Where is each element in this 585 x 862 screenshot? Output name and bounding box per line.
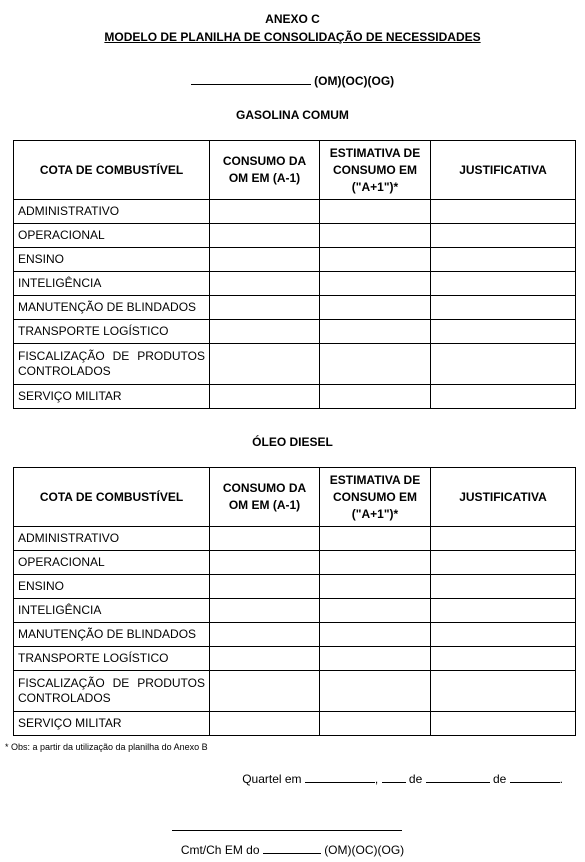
table-row [14, 344, 576, 385]
row-label: TRANSPORTE LOGÍSTICO [14, 647, 210, 671]
month-blank[interactable] [426, 782, 490, 783]
estimativa-cell[interactable] [320, 296, 431, 320]
consumo-cell[interactable] [210, 344, 320, 385]
date-place-line: Quartel em , de de . [242, 772, 563, 786]
estimativa-cell[interactable] [320, 272, 431, 296]
estimativa-cell[interactable] [320, 647, 431, 671]
estimativa-cell[interactable] [320, 248, 431, 272]
row-label: MANUTENÇÃO DE BLINDADOS [14, 296, 210, 320]
row-label: ENSINO [14, 248, 210, 272]
estimativa-cell[interactable] [320, 671, 431, 712]
consumo-cell[interactable] [210, 527, 320, 551]
justificativa-cell[interactable] [431, 671, 576, 712]
quartel-label: Quartel em [242, 772, 302, 786]
table-row [14, 575, 576, 599]
consumo-cell[interactable] [210, 224, 320, 248]
table-row [14, 320, 576, 344]
column-header-estimativa: ESTIMATIVA DE CONSUMO EM ("A+1")* [320, 468, 431, 527]
justificativa-cell[interactable] [431, 344, 576, 385]
cmt-label: Cmt/Ch EM do [180, 843, 260, 857]
justificativa-cell[interactable] [431, 200, 576, 224]
justificativa-cell[interactable] [431, 248, 576, 272]
justificativa-cell[interactable] [431, 224, 576, 248]
justificativa-cell[interactable] [431, 575, 576, 599]
estimativa-cell[interactable] [320, 527, 431, 551]
unit-blank[interactable] [263, 853, 321, 854]
estimativa-cell[interactable] [320, 623, 431, 647]
row-label: SERVIÇO MILITAR [14, 385, 210, 409]
estimativa-cell[interactable] [320, 385, 431, 409]
row-label: INTELIGÊNCIA [14, 599, 210, 623]
justificativa-cell[interactable] [431, 296, 576, 320]
consumo-cell[interactable] [210, 320, 320, 344]
estimativa-cell[interactable] [320, 599, 431, 623]
justificativa-cell[interactable] [431, 320, 576, 344]
consumo-cell[interactable] [210, 272, 320, 296]
table-row [14, 200, 576, 224]
signature-line[interactable] [172, 830, 402, 831]
table-row [14, 599, 576, 623]
row-label: OPERACIONAL [14, 224, 210, 248]
consumo-cell[interactable] [210, 575, 320, 599]
row-label: INTELIGÊNCIA [14, 272, 210, 296]
row-label: ADMINISTRATIVO [14, 527, 210, 551]
justificativa-cell[interactable] [431, 599, 576, 623]
consumo-cell[interactable] [210, 296, 320, 320]
document-title: MODELO DE PLANILHA DE CONSOLIDAÇÃO DE NECESSIDADES [104, 30, 481, 44]
consumo-cell[interactable] [210, 200, 320, 224]
section-title-gasolina: GASOLINA COMUM [236, 108, 349, 122]
consumo-cell[interactable] [210, 712, 320, 736]
justificativa-cell[interactable] [431, 272, 576, 296]
consumo-cell[interactable] [210, 599, 320, 623]
column-header-cota: COTA DE COMBUSTÍVEL [14, 141, 210, 200]
organization-blank[interactable] [191, 84, 311, 85]
consumo-cell[interactable] [210, 671, 320, 712]
commander-line [0, 843, 585, 857]
consumo-cell[interactable] [210, 551, 320, 575]
row-label: FISCALIZAÇÃO DE PRODUTOS CONTROLADOS [14, 671, 210, 712]
consumo-cell[interactable] [210, 385, 320, 409]
table-row [14, 712, 576, 736]
cmt-suffix: (OM)(OC)(OG) [324, 843, 405, 857]
table-row [14, 527, 576, 551]
justificativa-cell[interactable] [431, 385, 576, 409]
estimativa-cell[interactable] [320, 320, 431, 344]
table-row [14, 647, 576, 671]
justificativa-cell[interactable] [431, 623, 576, 647]
estimativa-cell[interactable] [320, 344, 431, 385]
column-header-consumo: CONSUMO DA OM EM (A-1) [210, 141, 320, 200]
organization-suffix: (OM)(OC)(OG) [314, 74, 395, 88]
column-header-consumo: CONSUMO DA OM EM (A-1) [210, 468, 320, 527]
table-row [14, 623, 576, 647]
place-blank[interactable] [305, 782, 375, 783]
consumo-cell[interactable] [210, 647, 320, 671]
row-label: TRANSPORTE LOGÍSTICO [14, 320, 210, 344]
column-header-cota: COTA DE COMBUSTÍVEL [14, 468, 210, 527]
day-blank[interactable] [382, 782, 406, 783]
table-gasolina [13, 140, 576, 409]
table-row [14, 296, 576, 320]
estimativa-cell[interactable] [320, 712, 431, 736]
estimativa-cell[interactable] [320, 224, 431, 248]
table-row [14, 248, 576, 272]
table-row [14, 671, 576, 712]
justificativa-cell[interactable] [431, 551, 576, 575]
column-header-justificativa: JUSTIFICATIVA [431, 141, 576, 200]
table-row [14, 551, 576, 575]
consumo-cell[interactable] [210, 248, 320, 272]
year-blank[interactable] [510, 782, 560, 783]
table-row [14, 272, 576, 296]
row-label: SERVIÇO MILITAR [14, 712, 210, 736]
row-label: OPERACIONAL [14, 551, 210, 575]
column-header-justificativa: JUSTIFICATIVA [431, 468, 576, 527]
column-header-estimativa: ESTIMATIVA DE CONSUMO EM ("A+1")* [320, 141, 431, 200]
row-label: FISCALIZAÇÃO DE PRODUTOS CONTROLADOS [14, 344, 210, 385]
observation-note: * Obs: a partir da utilização da planilha do Anexo B [5, 742, 208, 752]
justificativa-cell[interactable] [431, 712, 576, 736]
de-label: de [408, 772, 423, 786]
justificativa-cell[interactable] [431, 527, 576, 551]
row-label: MANUTENÇÃO DE BLINDADOS [14, 623, 210, 647]
table-header-row [14, 468, 576, 527]
organization-line [0, 74, 585, 88]
section-title-diesel: ÓLEO DIESEL [252, 435, 333, 449]
table-row [14, 224, 576, 248]
estimativa-cell[interactable] [320, 200, 431, 224]
row-label: ENSINO [14, 575, 210, 599]
consumo-cell[interactable] [210, 623, 320, 647]
de-label: de [492, 772, 507, 786]
estimativa-cell[interactable] [320, 551, 431, 575]
estimativa-cell[interactable] [320, 575, 431, 599]
row-label: ADMINISTRATIVO [14, 200, 210, 224]
justificativa-cell[interactable] [431, 647, 576, 671]
annex-title: ANEXO C [265, 12, 320, 26]
table-diesel [13, 467, 576, 736]
table-header-row [14, 141, 576, 200]
table-row [14, 385, 576, 409]
